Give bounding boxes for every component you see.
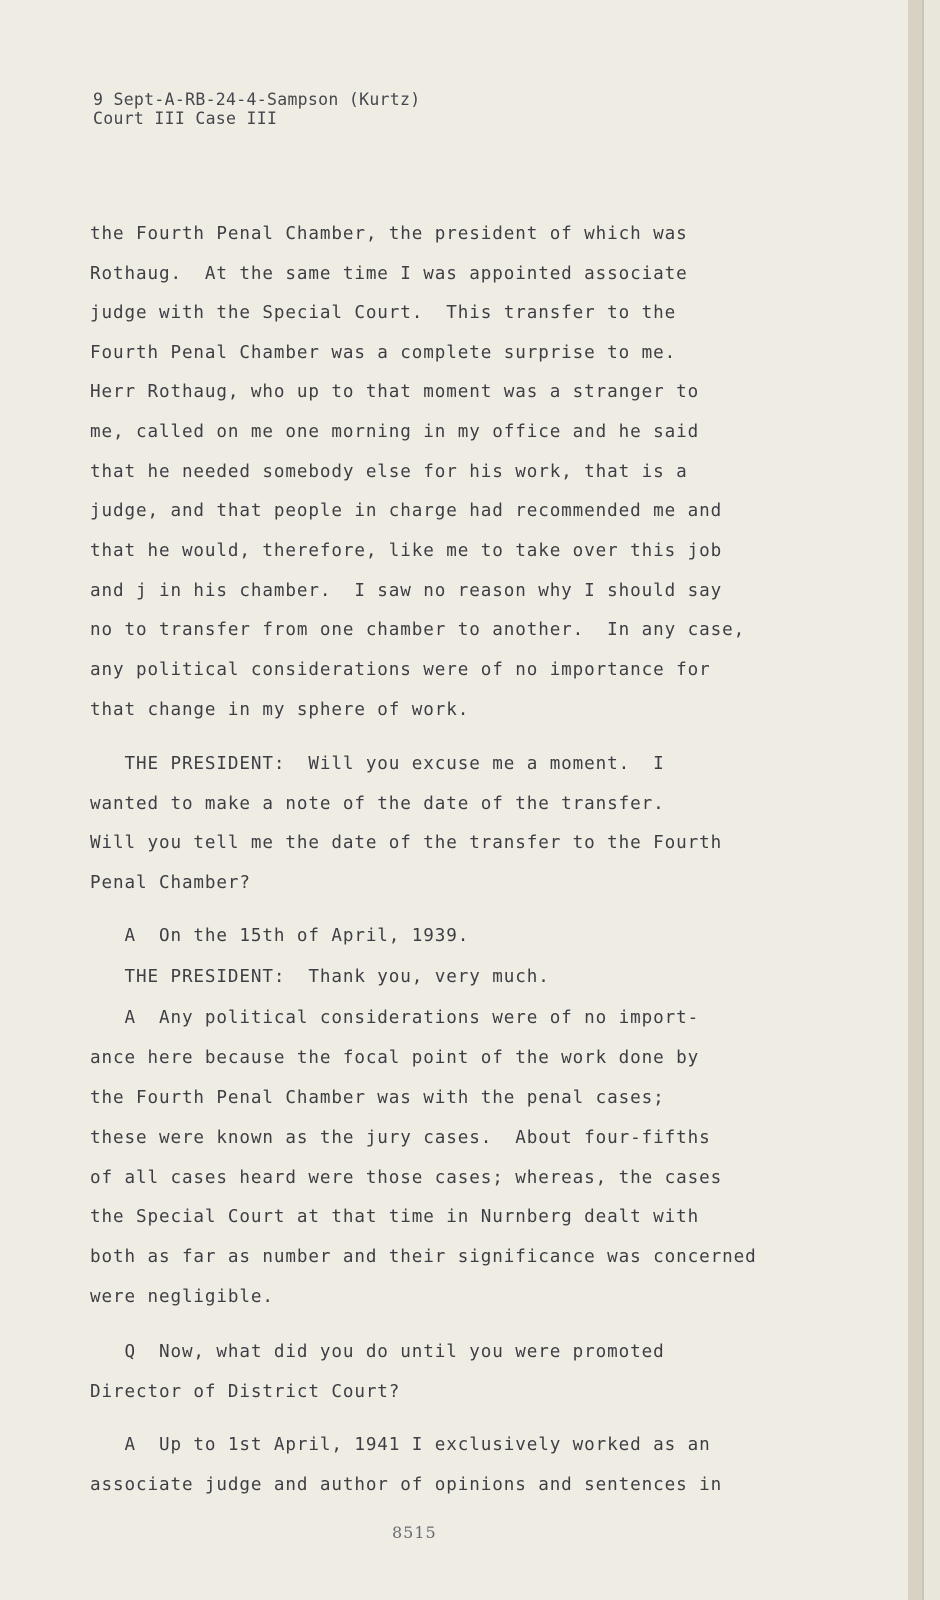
text-line: of all cases heard were those cases; whereas, the cases [90,1168,723,1188]
text-line: were negligible. [90,1287,274,1307]
text-line: no to transfer from one chamber to another. In any case, [90,620,746,640]
document-header [93,90,420,128]
text-line: judge, and that people in charge had recommended me and [90,501,723,521]
text-line: judge with the Special Court. This transfer to the [90,303,677,323]
text-line: associate judge and author of opinions and sentences in [90,1475,723,1495]
text-line: Director of District Court? [90,1382,401,1402]
answer-line: A On the 15th of April, 1939. [90,926,470,946]
text-line: wanted to make a note of the date of the transfer. [90,794,665,814]
text-line: the Special Court at that time in Nurnberg dealt with [90,1207,700,1227]
text-line: Fourth Penal Chamber was a complete surprise to me. [90,343,677,363]
text-line: me, called on me one morning in my office and he said [90,422,700,442]
text-line: both as far as number and their significance was concerned [90,1247,757,1267]
text-line: any political considerations were of no importance for [90,660,711,680]
question-line: Q Now, what did you do until you were promoted [90,1342,665,1362]
answer-line: A Up to 1st April, 1941 I exclusively worked as an [90,1435,711,1455]
text-line: ance here because the focal point of the work done by [90,1048,700,1068]
speaker-line: THE PRESIDENT: Thank you, very much. [90,967,550,987]
text-line: Herr Rothaug, who up to that moment was a stranger to [90,382,700,402]
text-line: Rothaug. At the same time I was appointed associate [90,264,688,284]
text-line: the Fourth Penal Chamber, the president of which was [90,224,688,244]
page-number: 8515 [392,1523,437,1542]
header-court: Court III Case III [93,109,278,128]
header-reference: 9 Sept-A-RB-24-4-Sampson (Kurtz) [93,90,421,109]
speaker-line: THE PRESIDENT: Will you excuse me a moment. I [90,754,665,774]
text-line: that he needed somebody else for his work, that is a [90,462,688,482]
text-line: Penal Chamber? [90,873,251,893]
text-line: Will you tell me the date of the transfer to the Fourth [90,833,723,853]
text-line: that he would, therefore, like me to take over this job [90,541,723,561]
answer-line: A Any political considerations were of no import- [90,1008,700,1028]
text-line: that change in my sphere of work. [90,700,470,720]
text-line: these were known as the jury cases. About four-fifths [90,1128,711,1148]
page-edge [908,0,922,1600]
text-line: and j in his chamber. I saw no reason why I should say [90,581,723,601]
text-line: the Fourth Penal Chamber was with the penal cases; [90,1088,665,1108]
